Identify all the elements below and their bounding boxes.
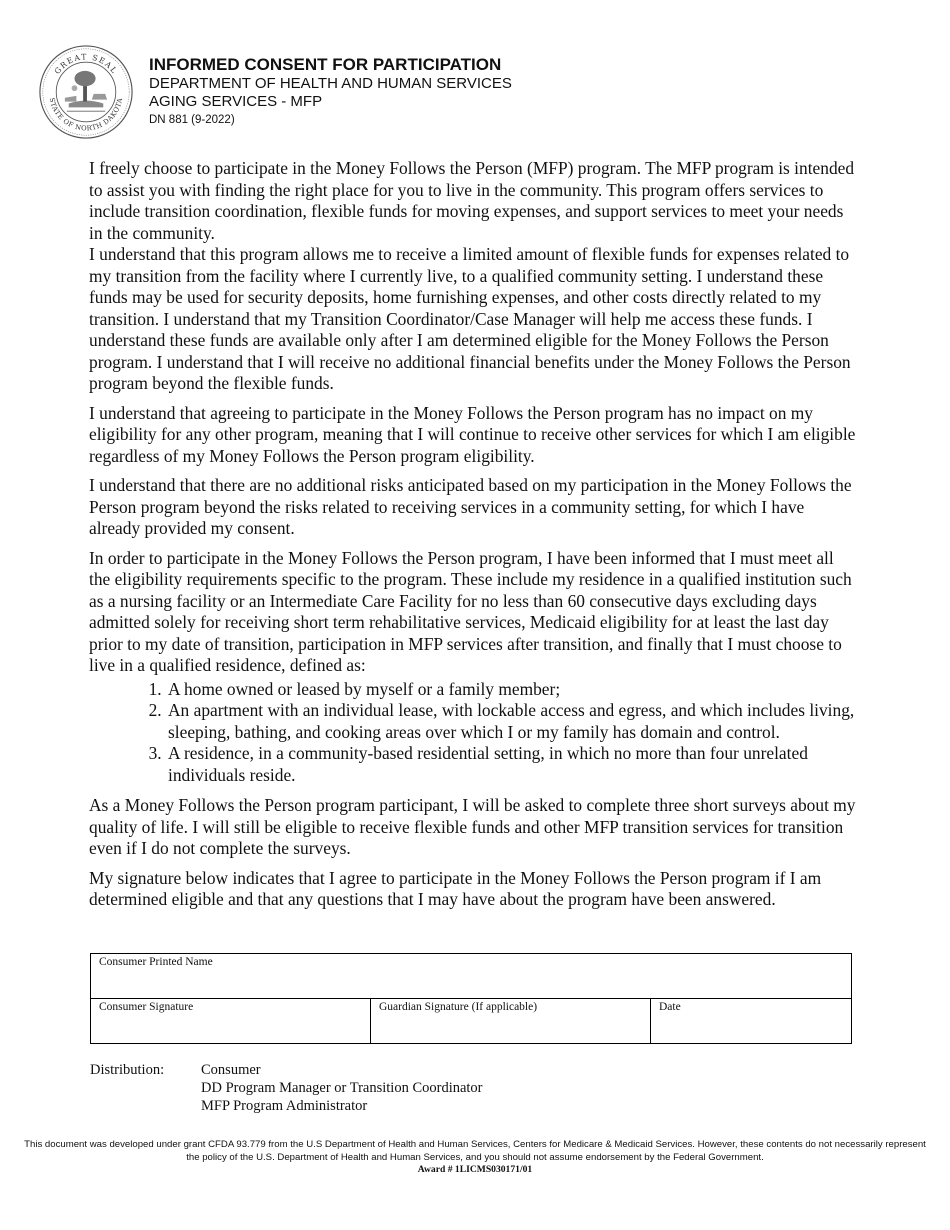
paragraph-risks: I understand that there are no additional risks anticipated based on my participation in the Money Follows the Person program beyond the risks related to receiving services in a community setting, for which I have already provided my consent. bbox=[89, 475, 852, 538]
distribution-label: Distribution: bbox=[90, 1062, 165, 1078]
guardian-signature-field[interactable] bbox=[371, 999, 651, 1044]
paragraph-intro: I freely choose to participate in the Money Follows the Person (MFP) program. The MFP program is intended to assist you with finding the right place for you to live in the community. This program offers services to include transition coordination, flexible funds for moving expenses, and support services to meet your needs in the community. bbox=[89, 158, 855, 243]
list-item: Consumer bbox=[201, 1062, 261, 1078]
form-header bbox=[149, 55, 512, 128]
list-item: 3. A residence, in a community-based residential setting, in which no more than four unrelated individuals reside. bbox=[166, 743, 859, 786]
guardian-signature-label: Guardian Signature (If applicable) bbox=[379, 1001, 538, 1013]
award-number: Award # 1LICMS030171/01 bbox=[417, 1164, 533, 1175]
qualified-residence-list bbox=[89, 679, 859, 787]
department-name: DEPARTMENT OF HEALTH AND HUMAN SERVICES bbox=[149, 75, 512, 92]
paragraph-signature-statement: My signature below indicates that I agree to participate in the Money Follows the Person program if I am determined eligible and that any questions that I may have about the program have been answered. bbox=[89, 867, 822, 909]
consent-body bbox=[89, 158, 859, 911]
disclaimer-text: This document was developed under grant CFDA 93.779 from the U.S Department of Health and Human Services, Centers for Medicare & Medicaid Services. However, these contents do not necessarily represent the policy of the U.S. Department of Health and Human Services, and you should not assume endorsement by the Federal Government. bbox=[24, 1139, 926, 1163]
form-number: DN 881 (9-2022) bbox=[149, 114, 235, 126]
svg-text:STATE OF NORTH DAKOTA: STATE OF NORTH DAKOTA bbox=[47, 97, 125, 133]
division-name: AGING SERVICES - MFP bbox=[149, 93, 323, 110]
form-title: INFORMED CONSENT FOR PARTICIPATION bbox=[149, 55, 502, 74]
signature-table bbox=[90, 953, 852, 1044]
list-item: DD Program Manager or Transition Coordinator bbox=[201, 1080, 483, 1096]
list-item: 1. A home owned or leased by myself or a family member; bbox=[166, 679, 859, 701]
svg-text:GREAT SEAL: GREAT SEAL bbox=[52, 52, 120, 76]
list-item: MFP Program Administrator bbox=[201, 1098, 368, 1114]
distribution-list bbox=[201, 1061, 483, 1115]
consumer-printed-name-label: Consumer Printed Name bbox=[99, 956, 213, 968]
state-seal-logo bbox=[38, 44, 134, 140]
date-label: Date bbox=[659, 1001, 681, 1013]
paragraph-surveys: As a Money Follows the Person program participant, I will be asked to complete three short surveys about my quality of life. I will still be eligible to receive flexible funds and other MFP transition services for transition even if I do not complete the surveys. bbox=[89, 795, 856, 858]
footer-disclaimer bbox=[20, 1139, 930, 1177]
paragraph-requirements: In order to participate in the Money Follows the Person program, I have been informed that I must meet all the eligibility requirements specific to the program. These include my residence in a qualified institution such as a nursing facility or an Intermediate Care Facility for no less than 60 consecutive days excluding days admitted solely for receiving short term rehabilitative services, Medicaid eligibility for at least the last day prior to my date of transition, participation in MFP services after transition, and finally that I must choose to live in a qualified residence, defined as: bbox=[89, 547, 852, 675]
consumer-printed-name-field[interactable] bbox=[91, 954, 852, 999]
list-item: 2. An apartment with an individual lease, with lockable access and egress, and which includes living, sleeping, bathing, and cooking areas over which I or my family has domain and control. bbox=[166, 700, 859, 743]
paragraph-eligibility-impact: I understand that agreeing to participate in the Money Follows the Person program has no impact on my eligibility for any other program, meaning that I will continue to receive other services for which I am eligible regardless of my Money Follows the Person program eligibility. bbox=[89, 402, 856, 466]
paragraph-flexible-funds: I understand that this program allows me to receive a limited amount of flexible funds for expenses related to my transition from the facility where I currently live, to a qualified community setting. I understand these funds may be used for security deposits, home furnishing expenses, and other costs directly related to my transition. I understand that my Transition Coordinator/Case Manager will help me access these funds. I understand these funds are available only after I am determined eligible for the Money Follows the Person program. I understand that I will receive no additional financial benefits under the Money Follows the Person program beyond the flexible funds. bbox=[89, 244, 851, 393]
consumer-signature-label: Consumer Signature bbox=[99, 1001, 194, 1013]
date-field[interactable] bbox=[651, 999, 852, 1044]
consumer-signature-field[interactable] bbox=[91, 999, 371, 1044]
